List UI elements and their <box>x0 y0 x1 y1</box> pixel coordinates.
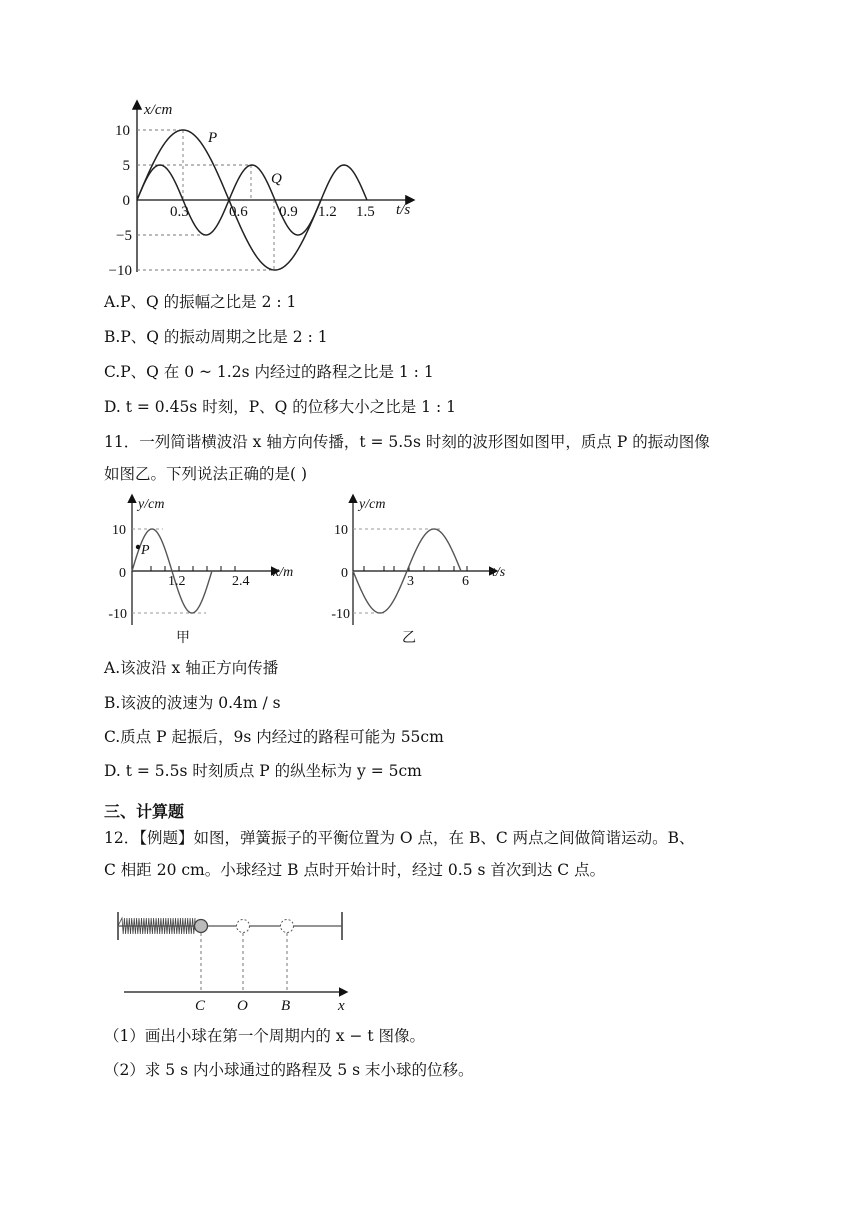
x-tick-0.9: 0.9 <box>279 204 298 220</box>
x-axis-label: t/s <box>396 202 411 218</box>
q12-stem-line1: 12．【例题】如图，弹簧振子的平衡位置为 O 点，在 B、C 两点之间做简谐运动。B、 <box>104 829 695 847</box>
y-tick-10: 10 <box>334 523 348 538</box>
x-tick-1.2: 1.2 <box>168 574 186 589</box>
origin-label: 0 <box>119 566 126 581</box>
x-tick-6: 6 <box>462 574 469 589</box>
label-c: C <box>195 998 206 1014</box>
y-tick-neg10: −10 <box>108 263 132 279</box>
figure-pq-graph <box>100 96 430 281</box>
y-tick-10: 10 <box>115 123 130 139</box>
y-tick-neg10: -10 <box>331 607 350 622</box>
label-p: P <box>141 543 150 558</box>
q11-option-b: B.该波的波速为 0.4m / s <box>104 694 281 712</box>
y-axis-label: x/cm <box>144 102 173 118</box>
label-p: P <box>208 130 218 146</box>
q11-stem-line1: 11．一列简谐横波沿 x 轴方向传播，t = 5.5s 时刻的波形图如图甲，质点 P 的振动图像 <box>104 433 710 451</box>
y-axis-label: y/cm <box>359 497 386 512</box>
x-tick-0.3: 0.3 <box>170 204 189 220</box>
origin-label: 0 <box>341 566 348 581</box>
ball-position-o <box>237 920 250 933</box>
y-tick-neg5: −5 <box>116 228 132 244</box>
ball-position-b <box>281 920 294 933</box>
q10-option-c: C.P、Q 在 0 ~ 1.2s 内经过的路程之比是 1 : 1 <box>104 363 434 381</box>
x-tick-3: 3 <box>407 574 414 589</box>
y-tick-5: 5 <box>122 158 130 174</box>
q10-option-a: A.P、Q 的振幅之比是 2 : 1 <box>104 293 297 311</box>
y-tick-0: 0 <box>122 193 130 209</box>
x-axis-label: x/m <box>273 565 294 580</box>
caption-jia: 甲 <box>176 631 190 646</box>
label-b: B <box>281 998 291 1014</box>
spring <box>118 918 195 934</box>
section-title: 三、计算题 <box>104 802 185 821</box>
ball <box>195 920 208 933</box>
y-tick-10: 10 <box>112 523 126 538</box>
y-tick-neg10: -10 <box>108 607 127 622</box>
q10-option-b: B.P、Q 的振动周期之比是 2 : 1 <box>104 328 328 346</box>
x-tick-2.4: 2.4 <box>232 574 250 589</box>
q12-part-1: （1）画出小球在第一个周期内的 x − t 图像。 <box>104 1027 426 1045</box>
label-o: O <box>237 998 248 1014</box>
q12-stem-line2: C 相距 20 cm。小球经过 B 点时开始计时，经过 0.5 s 首次到达 C 点。 <box>104 861 606 879</box>
q11-option-d: D. t = 5.5s 时刻质点 P 的纵坐标为 y = 5cm <box>104 762 422 780</box>
figure-spring-oscillator <box>100 900 370 1020</box>
caption-yi: 乙 <box>402 631 416 646</box>
figure-yi-vibration <box>320 490 520 650</box>
q11-option-c: C.质点 P 起振后，9s 内经过的路程可能为 55cm <box>104 728 444 746</box>
q11-option-a: A.该波沿 x 轴正方向传播 <box>104 659 279 677</box>
label-x: x <box>338 998 345 1014</box>
x-tick-1.5: 1.5 <box>356 204 375 220</box>
q12-part-2: （2）求 5 s 内小球通过的路程及 5 s 末小球的位移。 <box>104 1061 474 1079</box>
q11-stem-line2: 如图乙。下列说法正确的是( ) <box>104 465 308 483</box>
figure-jia-wave <box>100 490 320 650</box>
x-tick-0.6: 0.6 <box>229 204 248 220</box>
y-axis-label: y/cm <box>138 497 165 512</box>
x-tick-1.2: 1.2 <box>318 204 337 220</box>
label-q: Q <box>271 171 282 187</box>
x-axis-label: t/s <box>492 565 506 580</box>
q10-option-d: D. t = 0.45s 时刻，P、Q 的位移大小之比是 1 : 1 <box>104 398 456 416</box>
point-p <box>136 545 140 549</box>
